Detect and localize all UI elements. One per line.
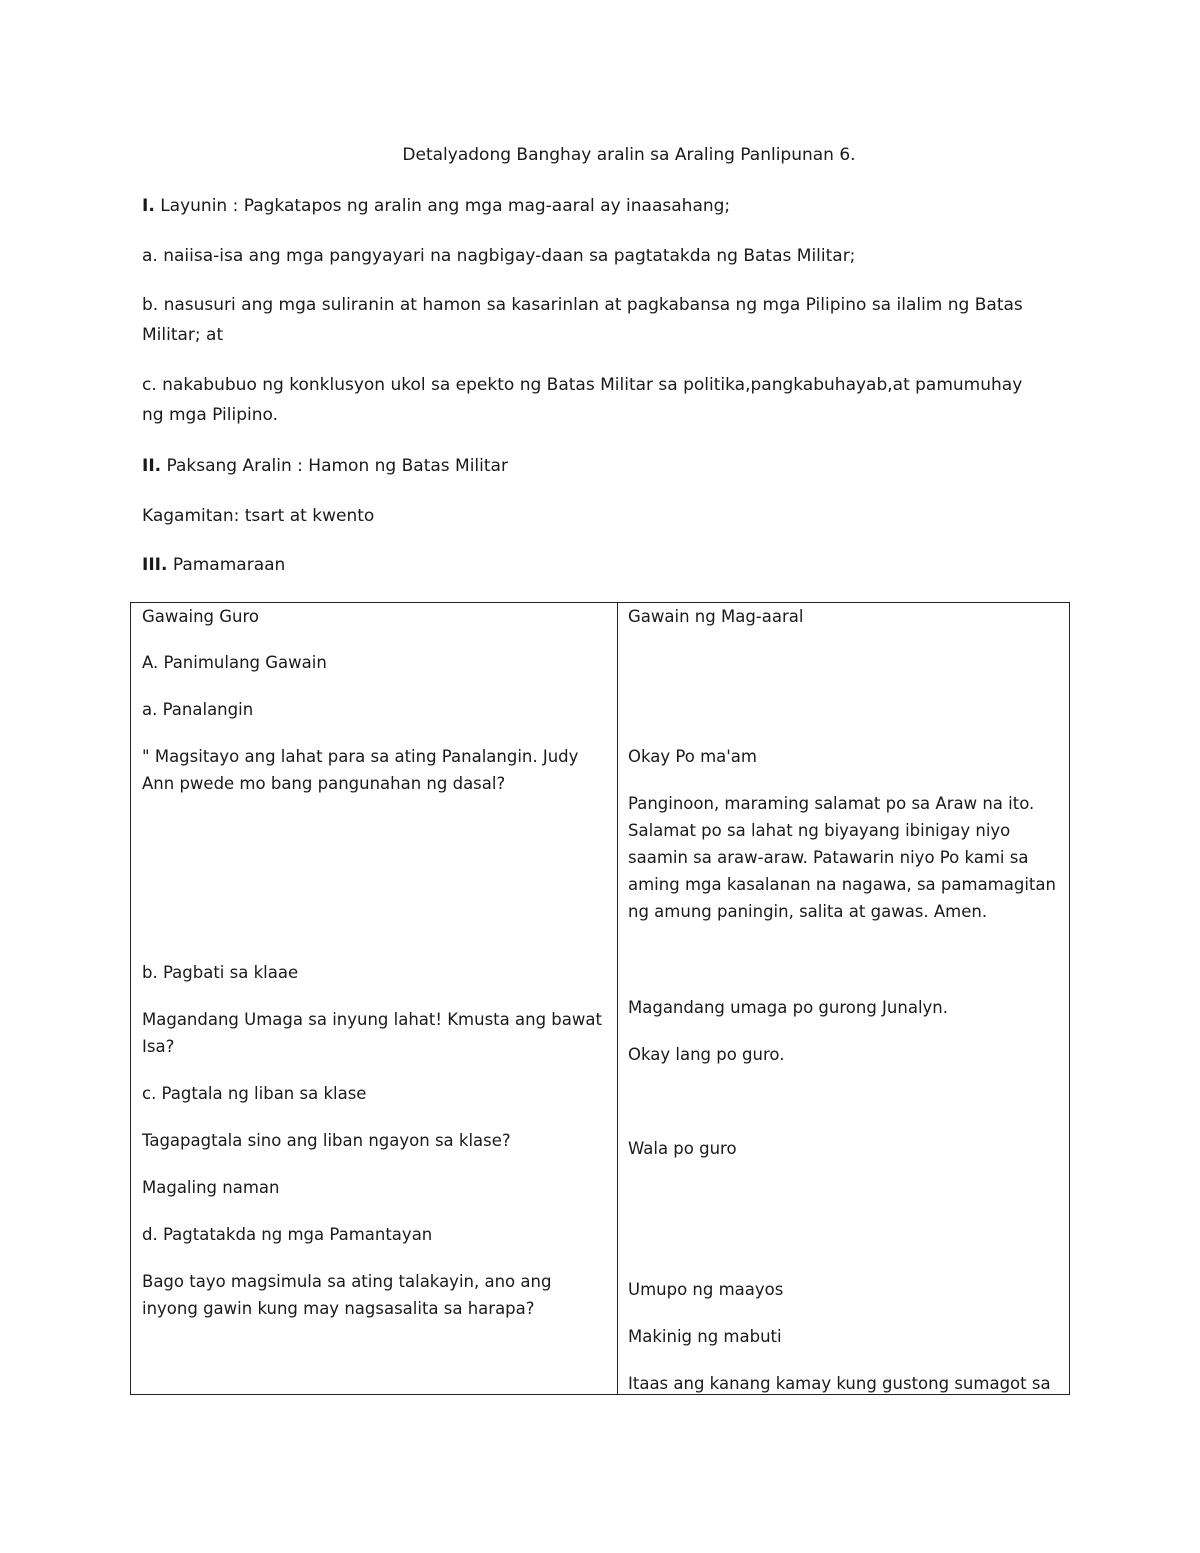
topic-text: Paksang Aralin : Hamon ng Batas Militar xyxy=(161,456,508,476)
teacher-section-a: A. Panimulang Gawain xyxy=(142,653,327,672)
document-title: Detalyadong Banghay aralin sa Araling Panlipunan 6. xyxy=(402,145,856,165)
objectives-number: I. xyxy=(142,196,155,216)
student-fine-reply: Okay lang po guro. xyxy=(628,1045,785,1064)
teacher-prayer-prompt: " Magsitayo ang lahat para sa ating Panalangin. Judy Ann pwede mo bang pangunahan ng dasal? xyxy=(142,747,579,793)
student-column-header: Gawain ng Mag-aaral xyxy=(628,607,804,626)
teacher-praise: Magaling naman xyxy=(142,1178,280,1197)
student-absent-reply: Wala po guro xyxy=(628,1139,737,1158)
topic-number: II. xyxy=(142,456,162,476)
column-divider xyxy=(617,603,618,1394)
topic-heading xyxy=(142,451,1042,481)
student-prayer: Panginoon, maraming salamat po sa Araw na ito. Salamat po sa lahat ng biyayang ibinigay niyo saamin sa araw-araw. Patawarin niyo Po kami sa aming mga kasalanan na nagawa, sa pamamagitan ng amung paningin, salita at gawas. Amen. xyxy=(628,794,1056,921)
teacher-rules-question: Bago tayo magsimula sa ating talakayin, ano ang inyong gawin kung may nagsasalita sa harapa? xyxy=(142,1272,552,1318)
procedure-heading xyxy=(142,550,1042,580)
lesson-table xyxy=(130,602,1070,1395)
teacher-greeting: Magandang Umaga sa inyung lahat! Kmusta ang bawat Isa? xyxy=(142,1010,602,1056)
objective-c: c. nakabubuo ng konklusyon ukol sa epekto ng Batas Militar sa politika,pangkabuhayab,at pamumuhay ng mga Pilipino. xyxy=(142,375,1023,425)
teacher-prayer-label: a. Panalangin xyxy=(142,700,254,719)
teacher-greeting-label: b. Pagbati sa klaae xyxy=(142,963,299,982)
student-greeting-reply: Magandang umaga po gurong Junalyn. xyxy=(628,998,949,1017)
objective-a: a. naiisa-isa ang mga pangyayari na nagbigay-daan sa pagtatakda ng Batas Militar; xyxy=(142,246,856,266)
objectives-heading xyxy=(142,191,1042,221)
procedure-text: Pamamaraan xyxy=(167,555,286,575)
objective-b: b. nasusuri ang mga suliranin at hamon sa kasarinlan at pagkabansa ng mga Pilipino sa ilalim ng Batas Militar; at xyxy=(142,295,1023,345)
student-rule-listen: Makinig ng mabuti xyxy=(628,1327,782,1346)
student-ok-reply: Okay Po ma'am xyxy=(628,747,757,766)
teacher-column-header: Gawaing Guro xyxy=(142,607,260,626)
materials-line: Kagamitan: tsart at kwento xyxy=(142,506,375,526)
teacher-attendance-question: Tagapagtala sino ang liban ngayon sa klase? xyxy=(142,1131,511,1150)
objectives-text: Layunin : Pagkatapos ng aralin ang mga mag-aaral ay inaasahang; xyxy=(154,196,731,216)
student-rule-sit: Umupo ng maayos xyxy=(628,1280,784,1299)
teacher-attendance-label: c. Pagtala ng liban sa klase xyxy=(142,1084,367,1103)
student-rule-raise-hand: Itaas ang kanang kamay kung gustong sumagot sa xyxy=(628,1374,1051,1393)
procedure-number: III. xyxy=(142,555,168,575)
teacher-rules-label: d. Pagtatakda ng mga Pamantayan xyxy=(142,1225,433,1244)
